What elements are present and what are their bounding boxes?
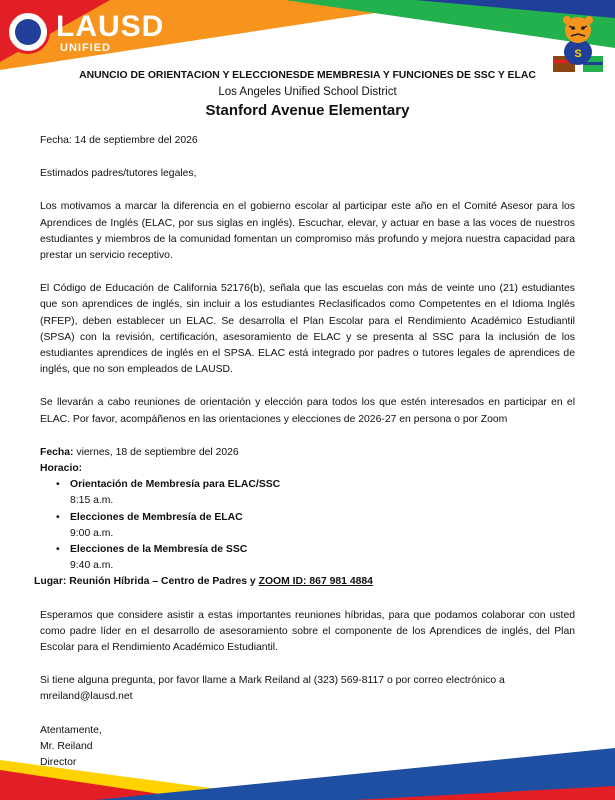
letter-body bbox=[34, 133, 575, 771]
paragraph-meetings: Se llevarán a cabo reuniones de orientación y elección para todos los que estén interesados en participar en el ELAC. Por favor, acompáñenos en las orientaciones y elecciones de 2026-27 en persona o por Zoom bbox=[40, 397, 575, 425]
event-name: Elecciones de la Membresía de SSC bbox=[70, 544, 248, 556]
svg-text:S: S bbox=[574, 48, 582, 60]
letter-date: Fecha: 14 de septiembre del 2026 bbox=[40, 135, 198, 146]
paragraph-closing-invite: Esperamos que considere asistir a estas importantes reuniones híbridas, para que podamos colaborar con usted como padre líder en el desarrollo de asesoramiento sobre el componente de los Aprendices de inglés, del Plan Escolar para el Rendimiento Académico Estudiantil. bbox=[40, 609, 575, 654]
meeting-date bbox=[40, 445, 575, 461]
location-text: Lugar: Reunión Híbrida – Centro de Padres y bbox=[34, 576, 259, 588]
school-name: Stanford Avenue Elementary bbox=[205, 102, 410, 119]
paragraph-intro: Los motivamos a marcar la diferencia en el gobierno escolar al participar este año en el Comité Asesor para los Aprendices de Inglés (ELAC, por sus siglas en inglés). Escuchar, elevar, y actuar en base a las voces de nuestros estudiantes y miembros de la comunidad fomentan un compromiso más profundo y mejora nuestra capacidad para prestar un servicio receptivo. bbox=[40, 201, 575, 262]
meeting-location bbox=[34, 574, 575, 590]
closing: Atentamente, bbox=[40, 724, 102, 736]
zoom-id-link[interactable]: ZOOM ID: 867 981 4884 bbox=[258, 576, 373, 588]
paragraph-contact: Si tiene alguna pregunta, por favor llame a Mark Reiland al (323) 569-8117 o por correo electrónico a mreiland@lausd.net bbox=[40, 675, 505, 703]
logo-subtext: UNIFIED bbox=[60, 42, 111, 54]
logo-text: LAUSD bbox=[56, 10, 165, 43]
paragraph-education-code: El Código de Educación de California 52176(b), señala que las escuelas con más de veinte uno (21) estudiantes que son aprendices de inglés, sin incluir a los estudiantes Reclasificados como Competentes en el Idioma Inglés (RFEP), deben establecer un ELAC. Se desarrolla el Plan Escolar para el Rendimiento Académico Estudiantil (SPSA) con la revisión, certificación, asesoramiento de ELAC y se presenta al SSC para la inclusión de los estudiantes aprendices de inglés en el SPSA. ELAC está integrado por padres o tutores legales de aprendices de inglés, que no son empleados de LAUSD. bbox=[40, 283, 575, 376]
letter-greeting: Estimados padres/tutores legales, bbox=[40, 168, 197, 180]
list-item bbox=[56, 542, 575, 574]
meeting-details bbox=[34, 445, 575, 591]
signature-block bbox=[40, 723, 575, 772]
event-time: 9:40 a.m. bbox=[70, 560, 114, 572]
signer-name: Mr. Reiland bbox=[40, 740, 93, 752]
corner-decoration-red-bottom-right bbox=[355, 786, 615, 800]
announcement-title: ANUNCIO DE ORIENTACION Y ELECCIONESDE MEMBRESIA Y FUNCIONES DE SSC Y ELAC bbox=[79, 70, 536, 81]
schedule-label: Horacio: bbox=[40, 463, 83, 475]
lausd-seal-icon bbox=[6, 10, 50, 54]
event-time: 9:00 a.m. bbox=[70, 527, 114, 539]
lausd-logo bbox=[6, 8, 165, 58]
event-list bbox=[40, 477, 575, 574]
signer-title: Director bbox=[40, 757, 77, 769]
event-name: Orientación de Membresía para ELAC/SSC bbox=[70, 479, 281, 491]
list-item bbox=[56, 477, 575, 509]
event-time: 8:15 a.m. bbox=[70, 495, 114, 507]
tiger-mascot-icon bbox=[549, 12, 607, 74]
meeting-date-value: viernes, 18 de septiembre del 2026 bbox=[73, 446, 239, 458]
meeting-date-label: Fecha: bbox=[40, 446, 74, 458]
list-item bbox=[56, 510, 575, 542]
district-name: Los Angeles Unified School District bbox=[218, 86, 397, 98]
event-name: Elecciones de Membresía de ELAC bbox=[70, 511, 243, 523]
